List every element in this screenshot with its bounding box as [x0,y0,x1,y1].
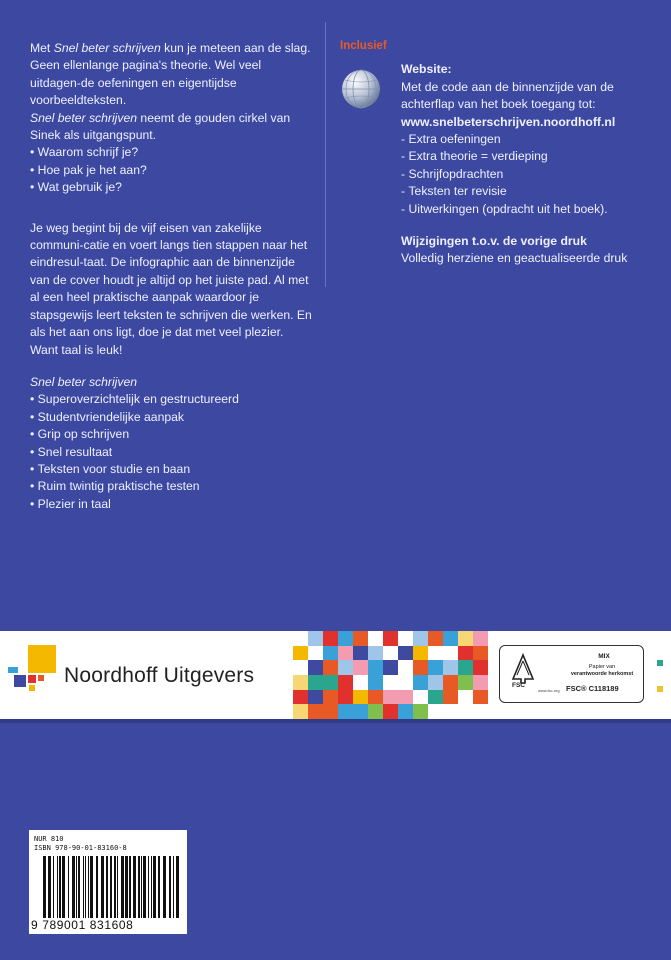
body-paragraph: Je weg begint bij de vijf eisen van zakelijke communi-catie en voert langs tien stappen naar het eindresul-taat. De infographic aan de binnenzijde van de cover houdt je altijd op het juiste pad. Al met al een heel praktische aanpak waardoor je stapsgewijs leert teksten te schrijven die werken. En als het aan ons ligt, doe je dat met veel plezier. Want taal is leuk! [30,220,312,357]
noordhoff-logo-icon [8,645,58,695]
barcode-bar [78,856,80,918]
barcode-bar [148,856,149,918]
mosaic-tile [458,704,473,719]
barcode-bar [151,856,152,918]
changes-heading: Wijzigingen t.o.v. de vorige druk [401,234,587,249]
mosaic-tile [368,675,383,690]
mosaic-tile [383,690,398,705]
mosaic-tile [368,690,383,705]
mosaic-tile [428,646,443,661]
fsc-wordmark: FSC [512,682,525,689]
mosaic-tile [458,690,473,705]
mosaic-tile [353,704,368,719]
mosaic-tile [368,646,383,661]
list-item: • Snel resultaat [30,444,312,461]
mosaic-tile [383,646,398,661]
mosaic-tile [428,690,443,705]
barcode-bar [101,856,104,918]
list-item: • Teksten voor studie en baan [30,461,312,478]
website-items [401,131,640,218]
website-heading: Website: [401,62,452,77]
mosaic-tile [353,660,368,675]
mosaic-tile [383,704,398,719]
mosaic-tile [353,631,368,646]
barcode-bar [88,856,89,918]
barcode-bar [173,856,174,918]
mosaic-tile [443,660,458,675]
barcode-bar [85,856,86,918]
mosaic-tile [413,631,428,646]
sinek-paragraph [30,110,312,145]
barcode-bar [106,856,108,918]
mosaic-tile [458,646,473,661]
barcode-bar [43,856,46,918]
mosaic-tile [308,631,323,646]
mosaic-tile [383,631,398,646]
barcode-bar [163,856,166,918]
features-title [30,374,312,391]
barcode-bar [129,856,131,918]
mosaic-tile [338,704,353,719]
mosaic-tile [368,660,383,675]
barcode-bar [169,856,171,918]
barcode-bar [76,856,77,918]
barcode-meta [34,835,127,853]
barcode-bar [110,856,112,918]
list-item: • Grip op schrijven [30,426,312,443]
inclusief-heading: Inclusief [340,40,387,52]
mosaic-tile [323,675,338,690]
mosaic-tile [473,660,488,675]
decor-square [657,686,663,692]
website-block [401,61,640,267]
list-item: • Superoverzichtelijk en gestructureerd [30,391,312,408]
mosaic-tile [398,660,413,675]
barcode-bar [96,856,98,918]
mosaic-tile [338,660,353,675]
mosaic-tile [308,675,323,690]
barcode-bar [57,856,58,918]
barcode-bar [114,856,116,918]
sinek-text: neemt de gouden cirkel van Sinek als uitgangspunt. [30,110,291,143]
mosaic-tile [443,704,458,719]
mosaic-tile [473,690,488,705]
decor-square [657,660,663,666]
mosaic-tile [398,646,413,661]
nur-code: NUR 810 [34,835,64,843]
mosaic-tile [473,704,488,719]
barcode-bar [141,856,142,918]
description-column [30,40,312,513]
mosaic-tile [293,631,308,646]
intro-text: kun je meteen aan de slag. Geen ellenlange pagina's theorie. Wel veel uitdagen-de oefeningen en eigentijdse voorbeeldteksten. [30,41,311,108]
mosaic-tile [428,675,443,690]
mosaic-tile [338,675,353,690]
barcode-bar [143,856,146,918]
mosaic-tile [413,704,428,719]
barcode-bar [133,856,136,918]
mosaic-tile [398,631,413,646]
book-title-italic: Snel beter schrijven [53,41,161,55]
list-item: - Extra theorie = verdieping [401,148,640,165]
list-item: - Schrijfopdrachten [401,166,640,183]
mosaic-tile [428,660,443,675]
barcode-bar [83,856,84,918]
fsc-label [499,645,644,703]
list-item: • Studentvriendelijke aanpak [30,409,312,426]
mosaic-tile [473,631,488,646]
mosaic-tile [308,660,323,675]
barcode-number: 9 789001 831608 [31,918,134,932]
intro-paragraph [30,40,312,110]
barcode-bar [68,856,69,918]
list-item: - Teksten ter revisie [401,183,640,200]
feature-list [30,391,312,513]
mosaic-tile [338,690,353,705]
mosaic-tile [398,704,413,719]
mosaic-tile [323,704,338,719]
barcode-bar [158,856,160,918]
mosaic-tile [293,690,308,705]
fsc-paper-line: Papier van [588,664,616,670]
barcode-bar [53,856,54,918]
mosaic-tile [458,631,473,646]
fsc-code: FSC® C118189 [566,684,619,693]
barcode-bar [72,856,75,918]
mosaic-tile [443,646,458,661]
mosaic-tile [293,646,308,661]
book-title-italic: Snel beter schrijven [30,374,138,389]
barcode [29,830,187,934]
mosaic-tile [413,690,428,705]
barcode-bar [138,856,140,918]
barcode-bar [48,856,51,918]
isbn-code: ISBN 978-90-01-83160-8 [34,844,127,852]
barcode-bar [153,856,156,918]
fsc-paper-text [564,664,640,677]
mosaic-tile [368,704,383,719]
barcode-bar [59,856,61,918]
list-item: - Uitwerkingen (opdracht uit het boek). [401,201,640,218]
barcode-bar [90,856,93,918]
barcode-bar [176,856,179,918]
list-item: • Plezier in taal [30,496,312,513]
barcode-bar [62,856,65,918]
publisher-name: Noordhoff Uitgevers [64,664,255,687]
inclusief-column [340,38,640,268]
globe-icon [340,68,382,110]
mosaic-tile [413,646,428,661]
mosaic-tile [473,675,488,690]
website-text: Met de code aan de binnenzijde van de achterflap van het boek toegang tot: [401,79,614,112]
mosaic-tile [323,660,338,675]
list-item: • Hoe pak je het aan? [30,162,312,179]
mosaic-tile [323,690,338,705]
mosaic-tile [443,675,458,690]
mosaic-tile [308,704,323,719]
barcode-bars [43,856,179,918]
mosaic-tile [308,690,323,705]
color-mosaic [293,631,488,719]
mosaic-tile [338,646,353,661]
mosaic-tile [413,660,428,675]
mosaic-tile [413,675,428,690]
mosaic-tile [338,631,353,646]
mosaic-tile [458,660,473,675]
mosaic-tile [458,675,473,690]
mosaic-tile [398,675,413,690]
mosaic-tile [308,646,323,661]
mosaic-tile [353,675,368,690]
band-shadow [0,719,671,723]
list-item: • Ruim twintig praktische testen [30,478,312,495]
mosaic-tile [293,704,308,719]
book-title-italic: Snel beter schrijven [30,110,138,125]
fsc-url: www.fsc.org [538,688,560,693]
intro-prefix: Met [30,41,54,55]
barcode-bar [117,856,118,918]
mosaic-tile [428,704,443,719]
mosaic-tile [293,675,308,690]
column-divider [325,22,326,287]
mosaic-tile [383,675,398,690]
mosaic-tile [473,646,488,661]
mosaic-tile [383,660,398,675]
mosaic-tile [353,646,368,661]
barcode-bar [121,856,124,918]
website-url[interactable]: www.snelbeterschrijven.noordhoff.nl [401,114,616,129]
barcode-bar [125,856,128,918]
mosaic-tile [353,690,368,705]
list-item: - Extra oefeningen [401,131,640,148]
mosaic-tile [443,690,458,705]
mosaic-tile [428,631,443,646]
list-item: • Waarom schrijf je? [30,144,312,161]
mosaic-tile [398,690,413,705]
fsc-mix: MIX [598,653,610,660]
mosaic-tile [443,631,458,646]
mosaic-tile [323,631,338,646]
changes-text: Volledig herziene en geactualiseerde druk [401,251,628,266]
mosaic-tile [293,660,308,675]
list-item: • Wat gebruik je? [30,179,312,196]
mosaic-tile [368,631,383,646]
question-list [30,144,312,196]
mosaic-tile [323,646,338,661]
fsc-paper-line: verantwoorde herkomst [570,670,634,677]
